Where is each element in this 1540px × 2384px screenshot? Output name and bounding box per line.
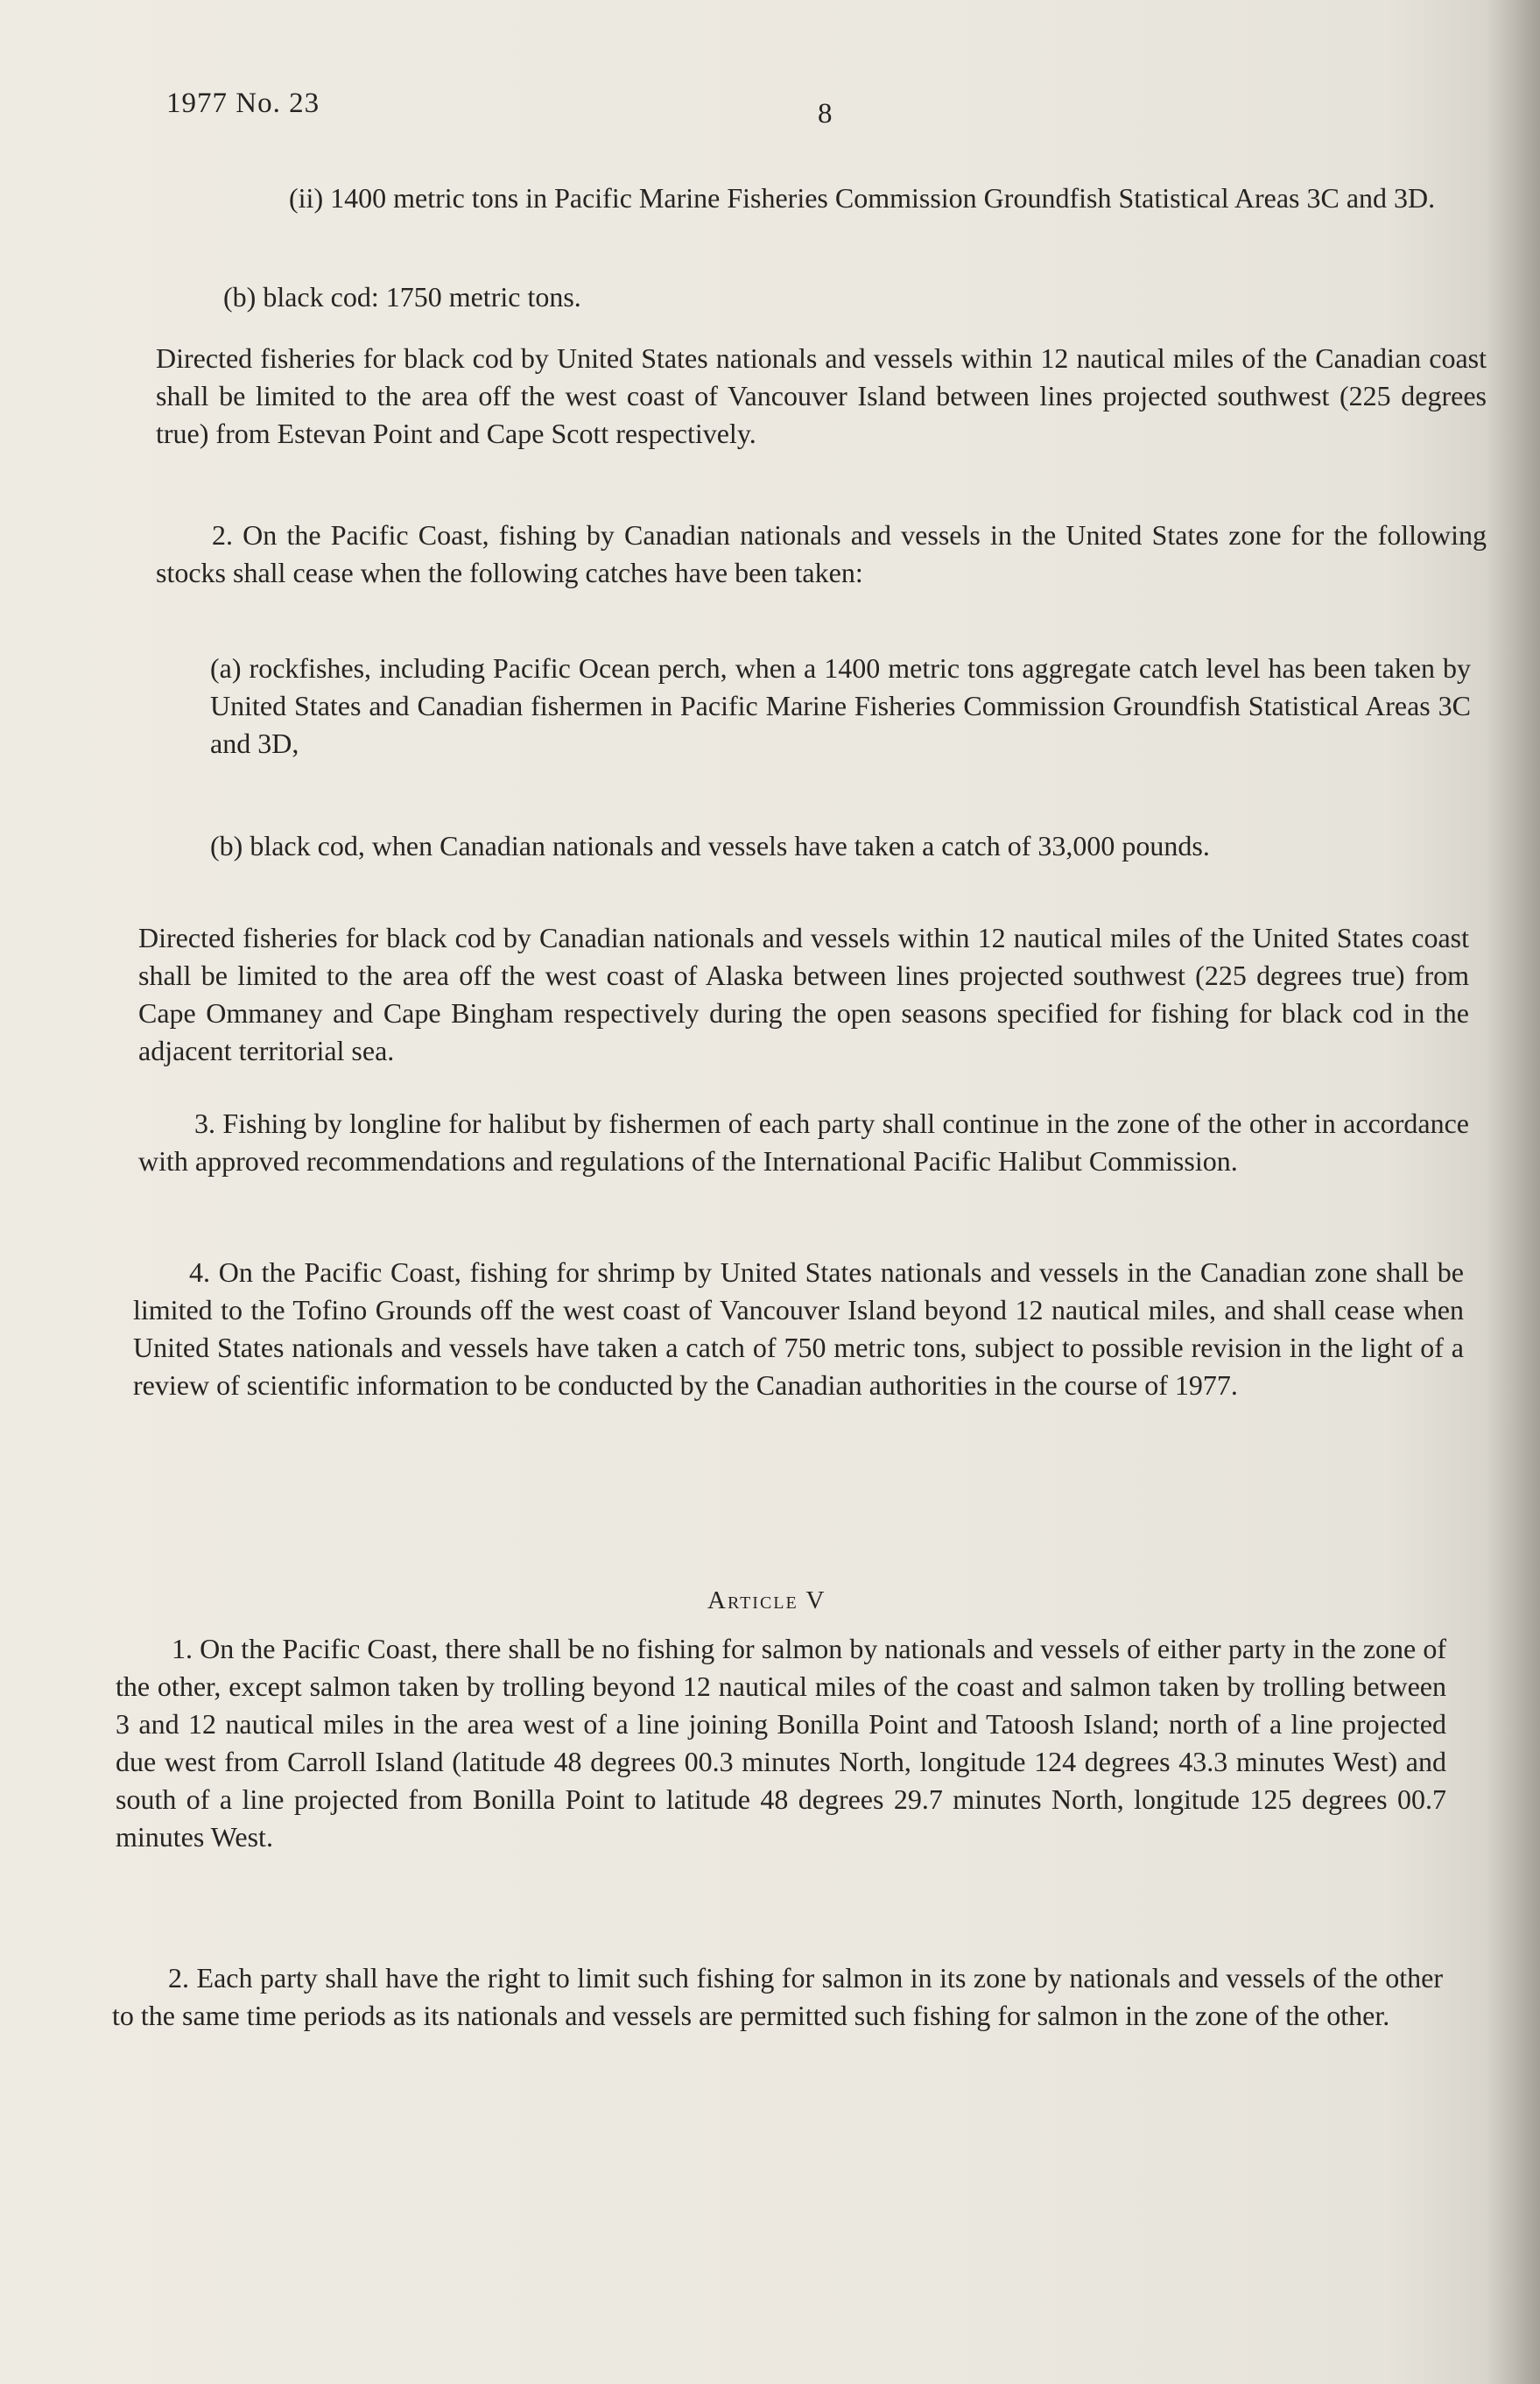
paragraph-section-3-halibut: 3. Fishing by longline for halibut by fishermen of each party shall continue in the zone of the other in accordance with approved recommendations and regulations of the International Pacific Halibut Commission. bbox=[138, 1108, 1469, 1177]
paragraph-article-5-section-1-salmon: 1. On the Pacific Coast, there shall be no fishing for salmon by nationals and vessels of either party in the zone of the other, except salmon taken by trolling beyond 12 nautical miles of the coast and salmon taken by trolling between 3 and 12 nautical miles in the area west of a line joining Bonilla Point and Tatoosh Island; north of a line projected due west from Carroll Island (latitude 48 degrees 00.3 minutes North, longitude 124 degrees 43.3 minutes West) and south of a line projected from Bonilla Point to latitude 48 degrees 29.7 minutes North, longitude 125 degrees 00.7 minutes West. bbox=[116, 1633, 1446, 1853]
article-heading: Article V bbox=[707, 1586, 826, 1614]
binding-edge-shadow bbox=[1487, 0, 1540, 2384]
paragraph-subclause-ii: (ii) 1400 metric tons in Pacific Marine Fisheries Commission Groundfish Statistical Areas 3C and 3D. bbox=[289, 182, 1436, 214]
paragraph-subclause-b-black-cod: (b) black cod: 1750 metric tons. bbox=[223, 281, 581, 313]
paragraph-article-5-section-2: 2. Each party shall have the right to limit such fishing for salmon in its zone by nationals and vessels of the other to the same time periods as its nationals and vessels are permitted such fishing for salmon in the zone of the other. bbox=[112, 1962, 1443, 2031]
paragraph-section-2: 2. On the Pacific Coast, fishing by Canadian nationals and vessels in the United States zone for the following stocks shall cease when the following catches have been taken: bbox=[156, 519, 1487, 588]
page-number: 8 bbox=[818, 98, 833, 130]
paragraph-directed-fisheries-us: Directed fisheries for black cod by United States nationals and vessels within 12 nautical miles of the Canadian coast shall be limited to the area off the west coast of Vancouver Island between lines projected southwest (225 degrees true) from Estevan Point and Cape Scott respectively. bbox=[156, 342, 1487, 449]
document-reference: 1977 No. 23 bbox=[166, 88, 320, 119]
paragraph-subclause-b-black-cod-catch: (b) black cod, when Canadian nationals and vessels have taken a catch of 33,000 pounds. bbox=[210, 830, 1210, 861]
paragraph-section-4-shrimp: 4. On the Pacific Coast, fishing for shrimp by United States nationals and vessels in the Canadian zone shall be limited to the Tofino Grounds off the west coast of Vancouver Island beyond 12 nautical miles, and shall cease when United States nationals and vessels have taken a catch of 750 metric tons, subject to possible revision in the light of a review of scientific information to be conducted by the Canadian authorities in the course of 1977. bbox=[133, 1256, 1464, 1401]
paragraph-subclause-a-rockfishes: (a) rockfishes, including Pacific Ocean perch, when a 1400 metric tons aggregate catch level has been taken by United States and Canadian fishermen in Pacific Marine Fisheries Commission Groundfish Statistical Areas 3C and 3D, bbox=[210, 652, 1471, 759]
paragraph-directed-fisheries-canada: Directed fisheries for black cod by Canadian nationals and vessels within 12 nautical miles of the United States coast shall be limited to the area off the west coast of Alaska between lines projected southwest (225 degrees true) from Cape Ommaney and Cape Bingham respectively during the open seasons specified for fishing for black cod in the adjacent territorial sea. bbox=[138, 922, 1469, 1066]
